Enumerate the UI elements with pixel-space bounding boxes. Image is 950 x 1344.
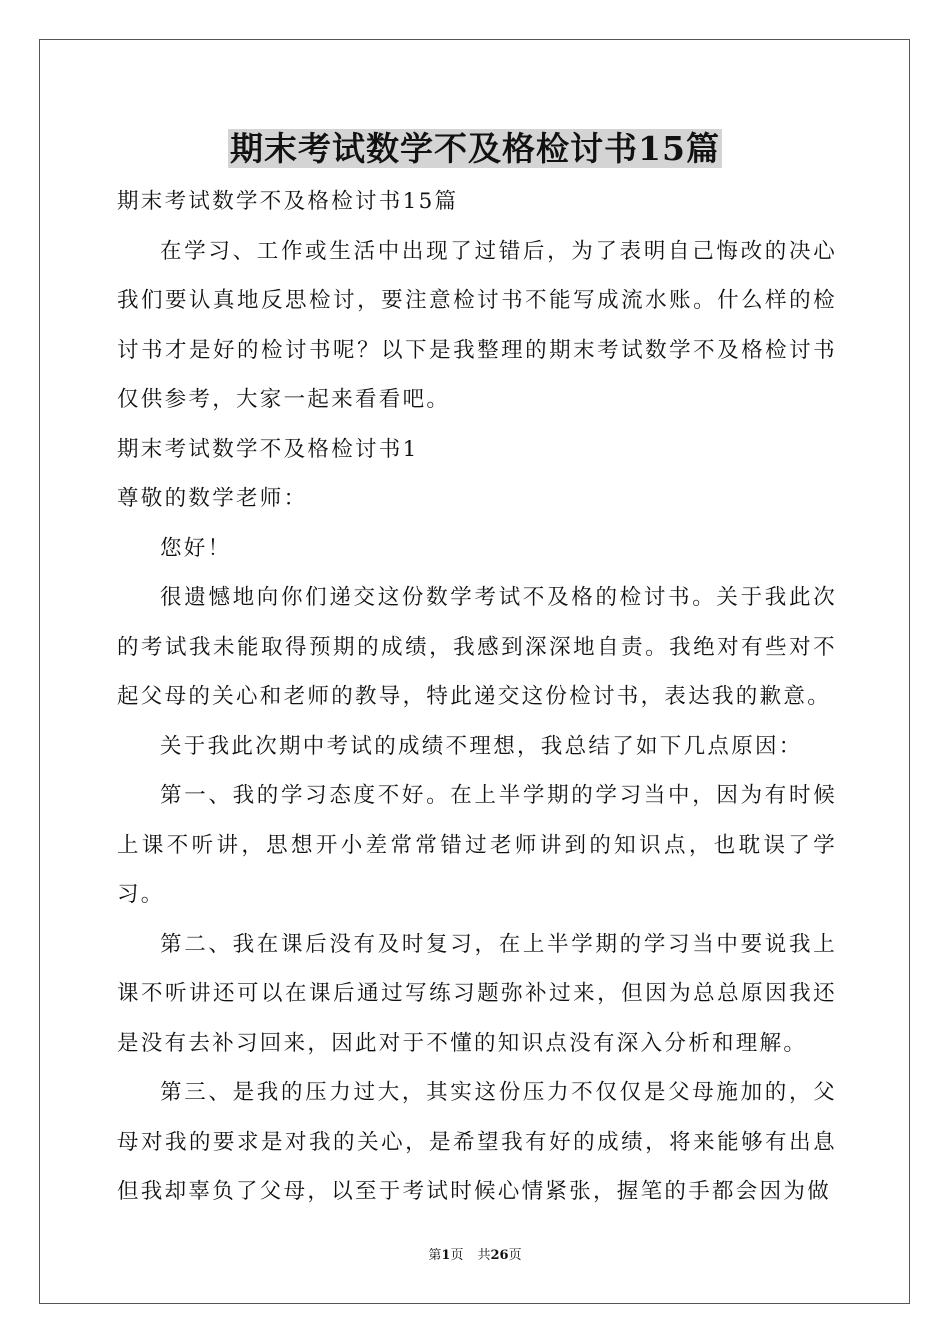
paragraph: 很遗憾地向你们递交这份数学考试不及格的检讨书。关于我此次的考试我未能取得预期的成绩，我感到深深地自责。我绝对有些对不起父母的关心和老师的教导，特此递交这份检讨书，表达我的歉意。: [117, 585, 837, 709]
paragraph: 期末考试数学不及格检讨书1: [117, 436, 419, 462]
document-title: [0, 125, 950, 173]
paragraph: 第三、是我的压力过大，其实这份压力不仅仅是父母施加的，父母对我的要求是对我的关心，是希望我有好的成绩，将来能够有出息但我却辜负了父母，以至于考试时候心情紧张，握笔的手都会因为做: [117, 1080, 837, 1204]
document-body: [117, 177, 837, 1217]
total-prefix: 共: [477, 1248, 491, 1263]
page-current: 1: [441, 1248, 451, 1263]
paragraph: 期末考试数学不及格检讨书15篇: [117, 189, 459, 214]
paragraph: 在学习、工作或生活中出现了过错后，为了表明自己悔改的决心我们要认真地反思检讨，要注意检讨书不能写成流水账。什么样的检讨书才是好的检讨书呢？以下是我整理的期末考试数学不及格检讨书仅供参考，大家一起来看看吧。: [117, 238, 837, 412]
paragraph: 第二、我在课后没有及时复习，在上半学期的学习当中要说我上课不听讲还可以在课后通过写练习题弥补过来，但因为总总原因我还是没有去补习回来，因此对于不懂的知识点没有深入分析和理解。: [117, 931, 837, 1056]
page-prefix: 第: [428, 1248, 442, 1263]
paragraph: 关于我此次期中考试的成绩不理想，我总结了如下几点原因：: [160, 733, 803, 759]
paragraph: 第一、我的学习态度不好。在上半学期的学习当中，因为有时候上课不听讲，思想开小差常常错过老师讲到的知识点，也耽误了学习。: [117, 783, 837, 907]
document-title-text: 期末考试数学不及格检讨书15篇: [230, 129, 720, 168]
page-unit: 页: [450, 1248, 464, 1263]
page-footer: [0, 1246, 950, 1266]
paragraph: 尊敬的数学老师：: [117, 486, 308, 511]
total-unit: 页: [508, 1248, 522, 1263]
paragraph: 您好！: [160, 535, 232, 561]
total-pages: 26: [490, 1248, 509, 1263]
